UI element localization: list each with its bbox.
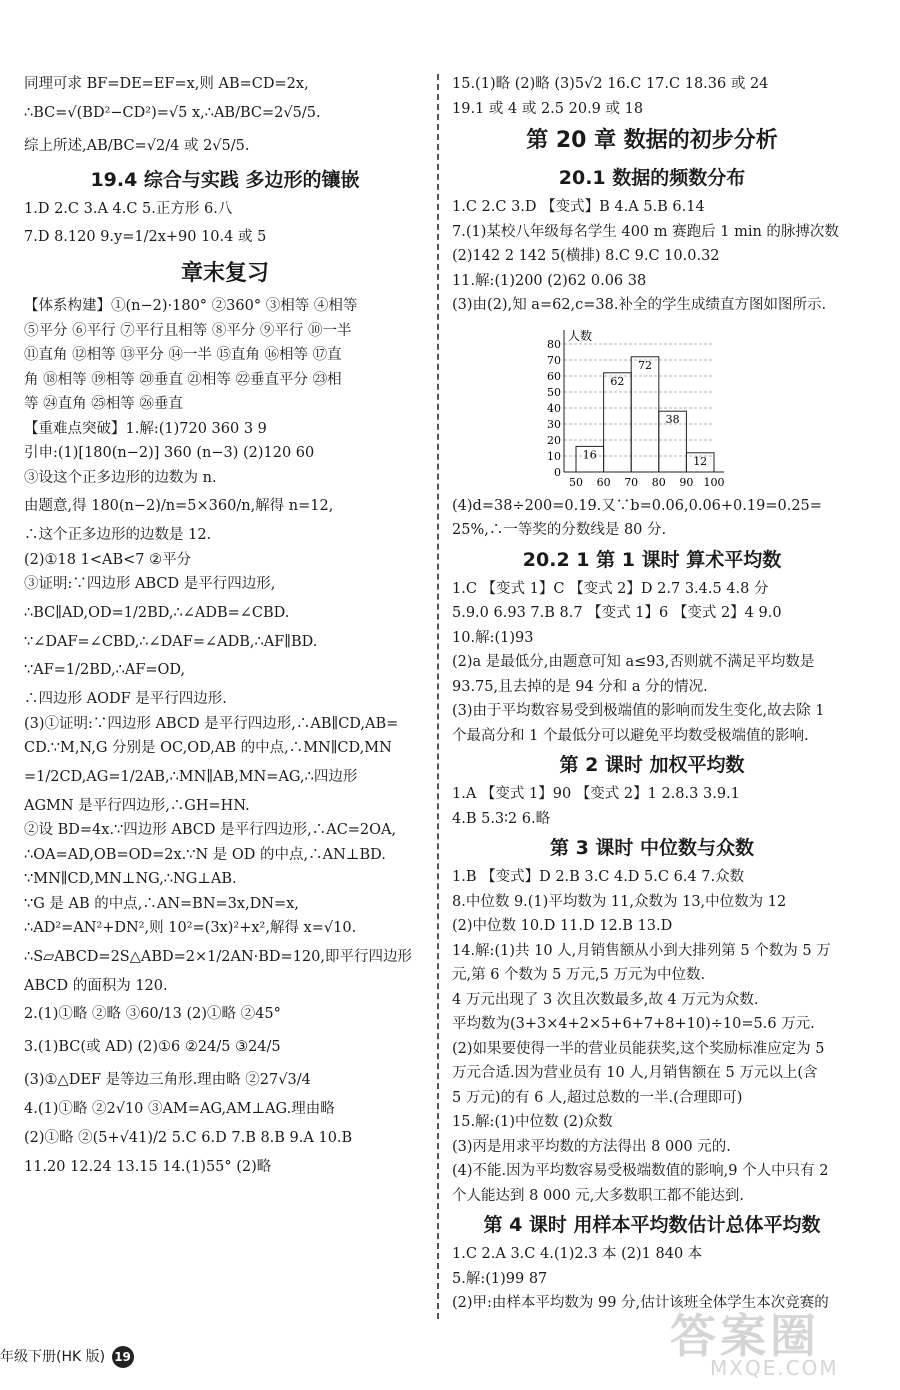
left-column xyxy=(24,72,426,1179)
bar-value-label: 62 xyxy=(610,374,625,388)
section-heading: 第 20 章 数据的初步分析 xyxy=(526,128,778,153)
text-line: 万元合适.因为营业员有 10 人,月销售额在 5 万元以上(含 xyxy=(452,1065,818,1081)
text-line: (3)由(2),知 a=62,c=38.补全的学生成绩直方图如图所示. xyxy=(452,297,827,313)
watermark-url: MXQE.COM xyxy=(710,1356,839,1380)
text-line: ∵∠DAF=∠CBD,∴∠DAF=∠ADB,∴AF∥BD. xyxy=(24,633,318,650)
text-line: ∴BC=√(BD²−CD²)=√5 x,∴AB/BC=2√5/5. xyxy=(24,104,321,121)
y-tick-label: 20 xyxy=(547,433,561,447)
x-tick-label: 70 xyxy=(624,475,639,489)
bar-value-label: 16 xyxy=(582,447,597,461)
text-line: 19.1 或 4 或 2.5 20.9 或 18 xyxy=(452,100,644,117)
text-line: =1/2CD,AG=1/2AB,∴MN∥AB,MN=AG,∴四边形 xyxy=(24,768,358,785)
y-tick-label: 30 xyxy=(547,417,561,431)
text-line: ⑤平分 ⑥平行 ⑦平行且相等 ⑧平分 ⑨平行 ⑩一半 xyxy=(24,322,352,339)
footer-book-label: 年级下册(HK 版) xyxy=(0,1349,106,1365)
text-line: 5.解:(1)99 87 xyxy=(452,1270,548,1287)
page-footer xyxy=(0,1346,134,1368)
text-line: ∵AF=1/2BD,∴AF=OD, xyxy=(24,662,186,678)
x-tick-label: 90 xyxy=(679,475,694,489)
section-heading: 20.2 1 第 1 课时 算术平均数 xyxy=(522,548,782,571)
y-tick-label: 50 xyxy=(547,385,561,399)
text-line: 1.B 【变式】D 2.B 3.C 4.D 5.C 6.4 7.众数 xyxy=(452,869,745,885)
text-line: 10.解:(1)93 xyxy=(452,629,534,646)
text-line: (2)①18 1<AB<7 ②平分 xyxy=(24,551,192,568)
text-line: ⑪直角 ⑫相等 ⑬平分 ⑭一半 ⑮直角 ⑯相等 ⑰直 xyxy=(24,347,342,363)
watermark-logo-text: 答案圈 xyxy=(670,1309,820,1363)
y-axis-label: 人数 xyxy=(568,328,593,343)
section-heading: 19.4 综合与实践 多边形的镶嵌 xyxy=(90,168,360,191)
text-line: 综上所述,AB/BC=√2/4 或 2√5/5. xyxy=(24,137,250,154)
text-line: 个人能达到 8 000 元,大多数职工都不能达到. xyxy=(452,1187,744,1204)
text-line: 【体系构建】①(n−2)·180° ②360° ③相等 ④相等 xyxy=(24,298,358,314)
text-line: ∴BC∥AD,OD=1/2BD,∴∠ADB=∠CBD. xyxy=(24,604,290,621)
text-line: 1.C 2.C 3.D 【变式】B 4.A 5.B 6.14 xyxy=(452,199,705,215)
text-line: 11.20 12.24 13.15 14.(1)55° (2)略 xyxy=(24,1158,272,1175)
x-tick-label: 80 xyxy=(651,475,666,489)
section-heading: 章末复习 xyxy=(180,261,269,286)
text-line: ∴四边形 AODF 是平行四边形. xyxy=(24,691,227,707)
text-line: 4 万元出现了 3 次且次数最多,故 4 万元为众数. xyxy=(452,991,759,1008)
y-tick-label: 0 xyxy=(554,465,561,479)
text-line: 个最高分和 1 个最低分可以避免平均数受极端值的影响. xyxy=(452,727,809,744)
text-line: (3)丙是用求平均数的方法得出 8 000 元的. xyxy=(452,1138,731,1155)
text-line: ∴OA=AD,OB=OD=2x.∵N 是 OD 的中点,∴AN⊥BD. xyxy=(24,846,386,863)
right-column-top xyxy=(452,72,852,318)
text-line: 15.(1)略 (2)略 (3)5√2 16.C 17.C 18.36 或 24 xyxy=(452,76,769,92)
x-tick-label: 60 xyxy=(596,475,611,489)
section-heading: 20.1 数据的频数分布 xyxy=(558,167,746,189)
text-line: 5.9.0 6.93 7.B 8.7 【变式 1】6 【变式 2】4 9.0 xyxy=(452,605,782,621)
text-line: 93.75,且去掉的是 94 分和 a 分的情况. xyxy=(452,678,708,695)
text-line: 引申:(1)[180(n−2)] 360 (n−3) (2)120 60 xyxy=(24,445,315,461)
text-line: 同理可求 BF=DE=EF=x,则 AB=CD=2x, xyxy=(24,76,309,92)
text-line: (3)①△DEF 是等边三角形.理由略 ②27√3/4 xyxy=(24,1072,311,1088)
text-line: 2.(1)①略 ②略 ③60/13 (2)①略 ②45° xyxy=(24,1006,281,1022)
text-line: 3.(1)BC(或 AD) (2)①6 ②24/5 ③24/5 xyxy=(24,1039,281,1055)
text-line: (3)由于平均数容易受到极端值的影响而发生变化,故去除 1 xyxy=(452,703,825,719)
text-line: ③设这个正多边形的边数为 n. xyxy=(24,469,217,486)
y-tick-label: 80 xyxy=(547,337,561,351)
watermark xyxy=(670,1300,890,1380)
text-line: 1.D 2.C 3.A 4.C 5.正方形 6.八 xyxy=(24,200,233,217)
section-heading: 第 4 课时 用样本平均数估计总体平均数 xyxy=(483,1214,821,1236)
text-line: (2)a 是最低分,由题意可知 a≤93,否则就不满足平均数是 xyxy=(452,654,815,670)
section-heading: 第 3 课时 中位数与众数 xyxy=(549,837,755,859)
text-line: ∵MN∥CD,MN⊥NG,∴NG⊥AB. xyxy=(24,871,237,887)
y-tick-label: 40 xyxy=(547,401,561,415)
text-line: 7.(1)某校八年级每名学生 400 m 赛跑后 1 min 的脉搏次数 xyxy=(452,223,839,240)
right-column-bottom xyxy=(452,494,852,1316)
bar-value-label: 38 xyxy=(665,412,680,426)
bar-value-label: 12 xyxy=(693,454,708,468)
text-line: AGMN 是平行四边形,∴GH=HN. xyxy=(24,797,250,814)
text-line: 14.解:(1)共 10 人,月销售额从小到大排列第 5 个数为 5 万 xyxy=(452,942,831,959)
text-line: 元,第 6 个数为 5 万元,5 万元为中位数. xyxy=(452,967,706,983)
text-line: 1.C 【变式 1】C 【变式 2】D 2.7 3.4.5 4.8 分 xyxy=(452,580,769,597)
y-tick-label: 10 xyxy=(547,449,561,463)
right-column xyxy=(452,72,852,1316)
page-number: 19 xyxy=(112,1346,134,1368)
text-line: 等 ㉔直角 ㉕相等 ㉖垂直 xyxy=(24,396,183,412)
histogram-chart xyxy=(452,318,852,494)
text-line: 平均数为(3+3×4+2×5+6+7+8+10)÷10=5.6 万元. xyxy=(452,1016,815,1032)
x-tick-label: 50 xyxy=(569,475,583,489)
text-line: (4)不能.因为平均数容易受极端数值的影响,9 个人中只有 2 xyxy=(452,1163,829,1179)
y-tick-label: 60 xyxy=(547,369,561,383)
section-heading: 第 2 课时 加权平均数 xyxy=(559,754,745,776)
bar-value-label: 72 xyxy=(638,358,652,372)
text-line: 1.C 2.A 3.C 4.(1)2.3 本 (2)1 840 本 xyxy=(452,1246,703,1262)
text-line: (4)d=38÷200=0.19.又∵b=0.06,0.06+0.19=0.25= xyxy=(452,497,822,514)
column-divider xyxy=(437,74,439,1319)
text-line: 5 万元)的有 6 人,超过总数的一半.(合理即可) xyxy=(452,1089,743,1106)
text-line: ∵G 是 AB 的中点,∴AN=BN=3x,DN=x, xyxy=(24,895,299,912)
text-line: 由题意,得 180(n−2)/n=5×360/n,解得 n=12, xyxy=(24,498,334,514)
text-line: (2)142 2 142 5(横排) 8.C 9.C 10.0.32 xyxy=(452,248,720,264)
text-line: 【重难点突破】1.解:(1)720 360 3 9 xyxy=(24,420,267,437)
text-line: (2)如果要使得一半的营业员能获奖,这个奖励标准应定为 5 xyxy=(452,1040,825,1057)
text-line: 4.(1)①略 ②2√10 ③AM=AG,AM⊥AG.理由略 xyxy=(24,1101,335,1117)
text-line: (2)中位数 10.D 11.D 12.B 13.D xyxy=(452,918,673,934)
text-line: (2)甲:由样本平均数为 99 分,估计该班全体学生本次竞赛的 xyxy=(452,1295,829,1311)
text-line: 8.中位数 9.(1)平均数为 11,众数为 13,中位数为 12 xyxy=(452,893,787,910)
text-line: 角 ⑱相等 ⑲相等 ⑳垂直 ㉑相等 ㉒垂直平分 ㉓相 xyxy=(24,371,342,388)
text-line: 15.解:(1)中位数 (2)众数 xyxy=(452,1114,613,1130)
text-line: ∴S▱ABCD=2S△ABD=2×1/2AN·BD=120,即平行四边形 xyxy=(24,948,412,965)
text-line: (2)①略 ②(5+√41)/2 5.C 6.D 7.B 8.B 9.A 10.B xyxy=(24,1129,353,1146)
text-line: (3)①证明:∵四边形 ABCD 是平行四边形,∴AB∥CD,AB= xyxy=(24,715,399,732)
text-line: 11.解:(1)200 (2)62 0.06 38 xyxy=(452,272,647,289)
y-tick-label: 70 xyxy=(547,353,561,367)
text-line: 25%,∴一等奖的分数线是 80 分. xyxy=(452,522,667,538)
text-line: ABCD 的面积为 120. xyxy=(24,977,168,994)
text-line: CD.∵M,N,G 分别是 OC,OD,AB 的中点,∴MN∥CD,MN xyxy=(24,740,392,756)
text-line: ③证明:∵四边形 ABCD 是平行四边形, xyxy=(24,576,276,592)
text-line: ∴AD²=AN²+DN²,则 10²=(3x)²+x²,解得 x=√10. xyxy=(24,920,357,936)
text-line: 4.B 5.3∶2 6.略 xyxy=(452,810,551,827)
text-line: 1.A 【变式 1】90 【变式 2】1 2.8.3 3.9.1 xyxy=(452,786,740,802)
text-line: ∴这个正多边形的边数是 12. xyxy=(24,527,212,543)
text-line: 7.D 8.120 9.y=1/2x+90 10.4 或 5 xyxy=(24,229,267,245)
x-tick-label: 100 xyxy=(703,475,725,489)
histogram-svg xyxy=(532,324,742,489)
histogram-bar xyxy=(631,356,659,471)
text-line: ②设 BD=4x.∵四边形 ABCD 是平行四边形,∴AC=2OA, xyxy=(24,822,397,838)
